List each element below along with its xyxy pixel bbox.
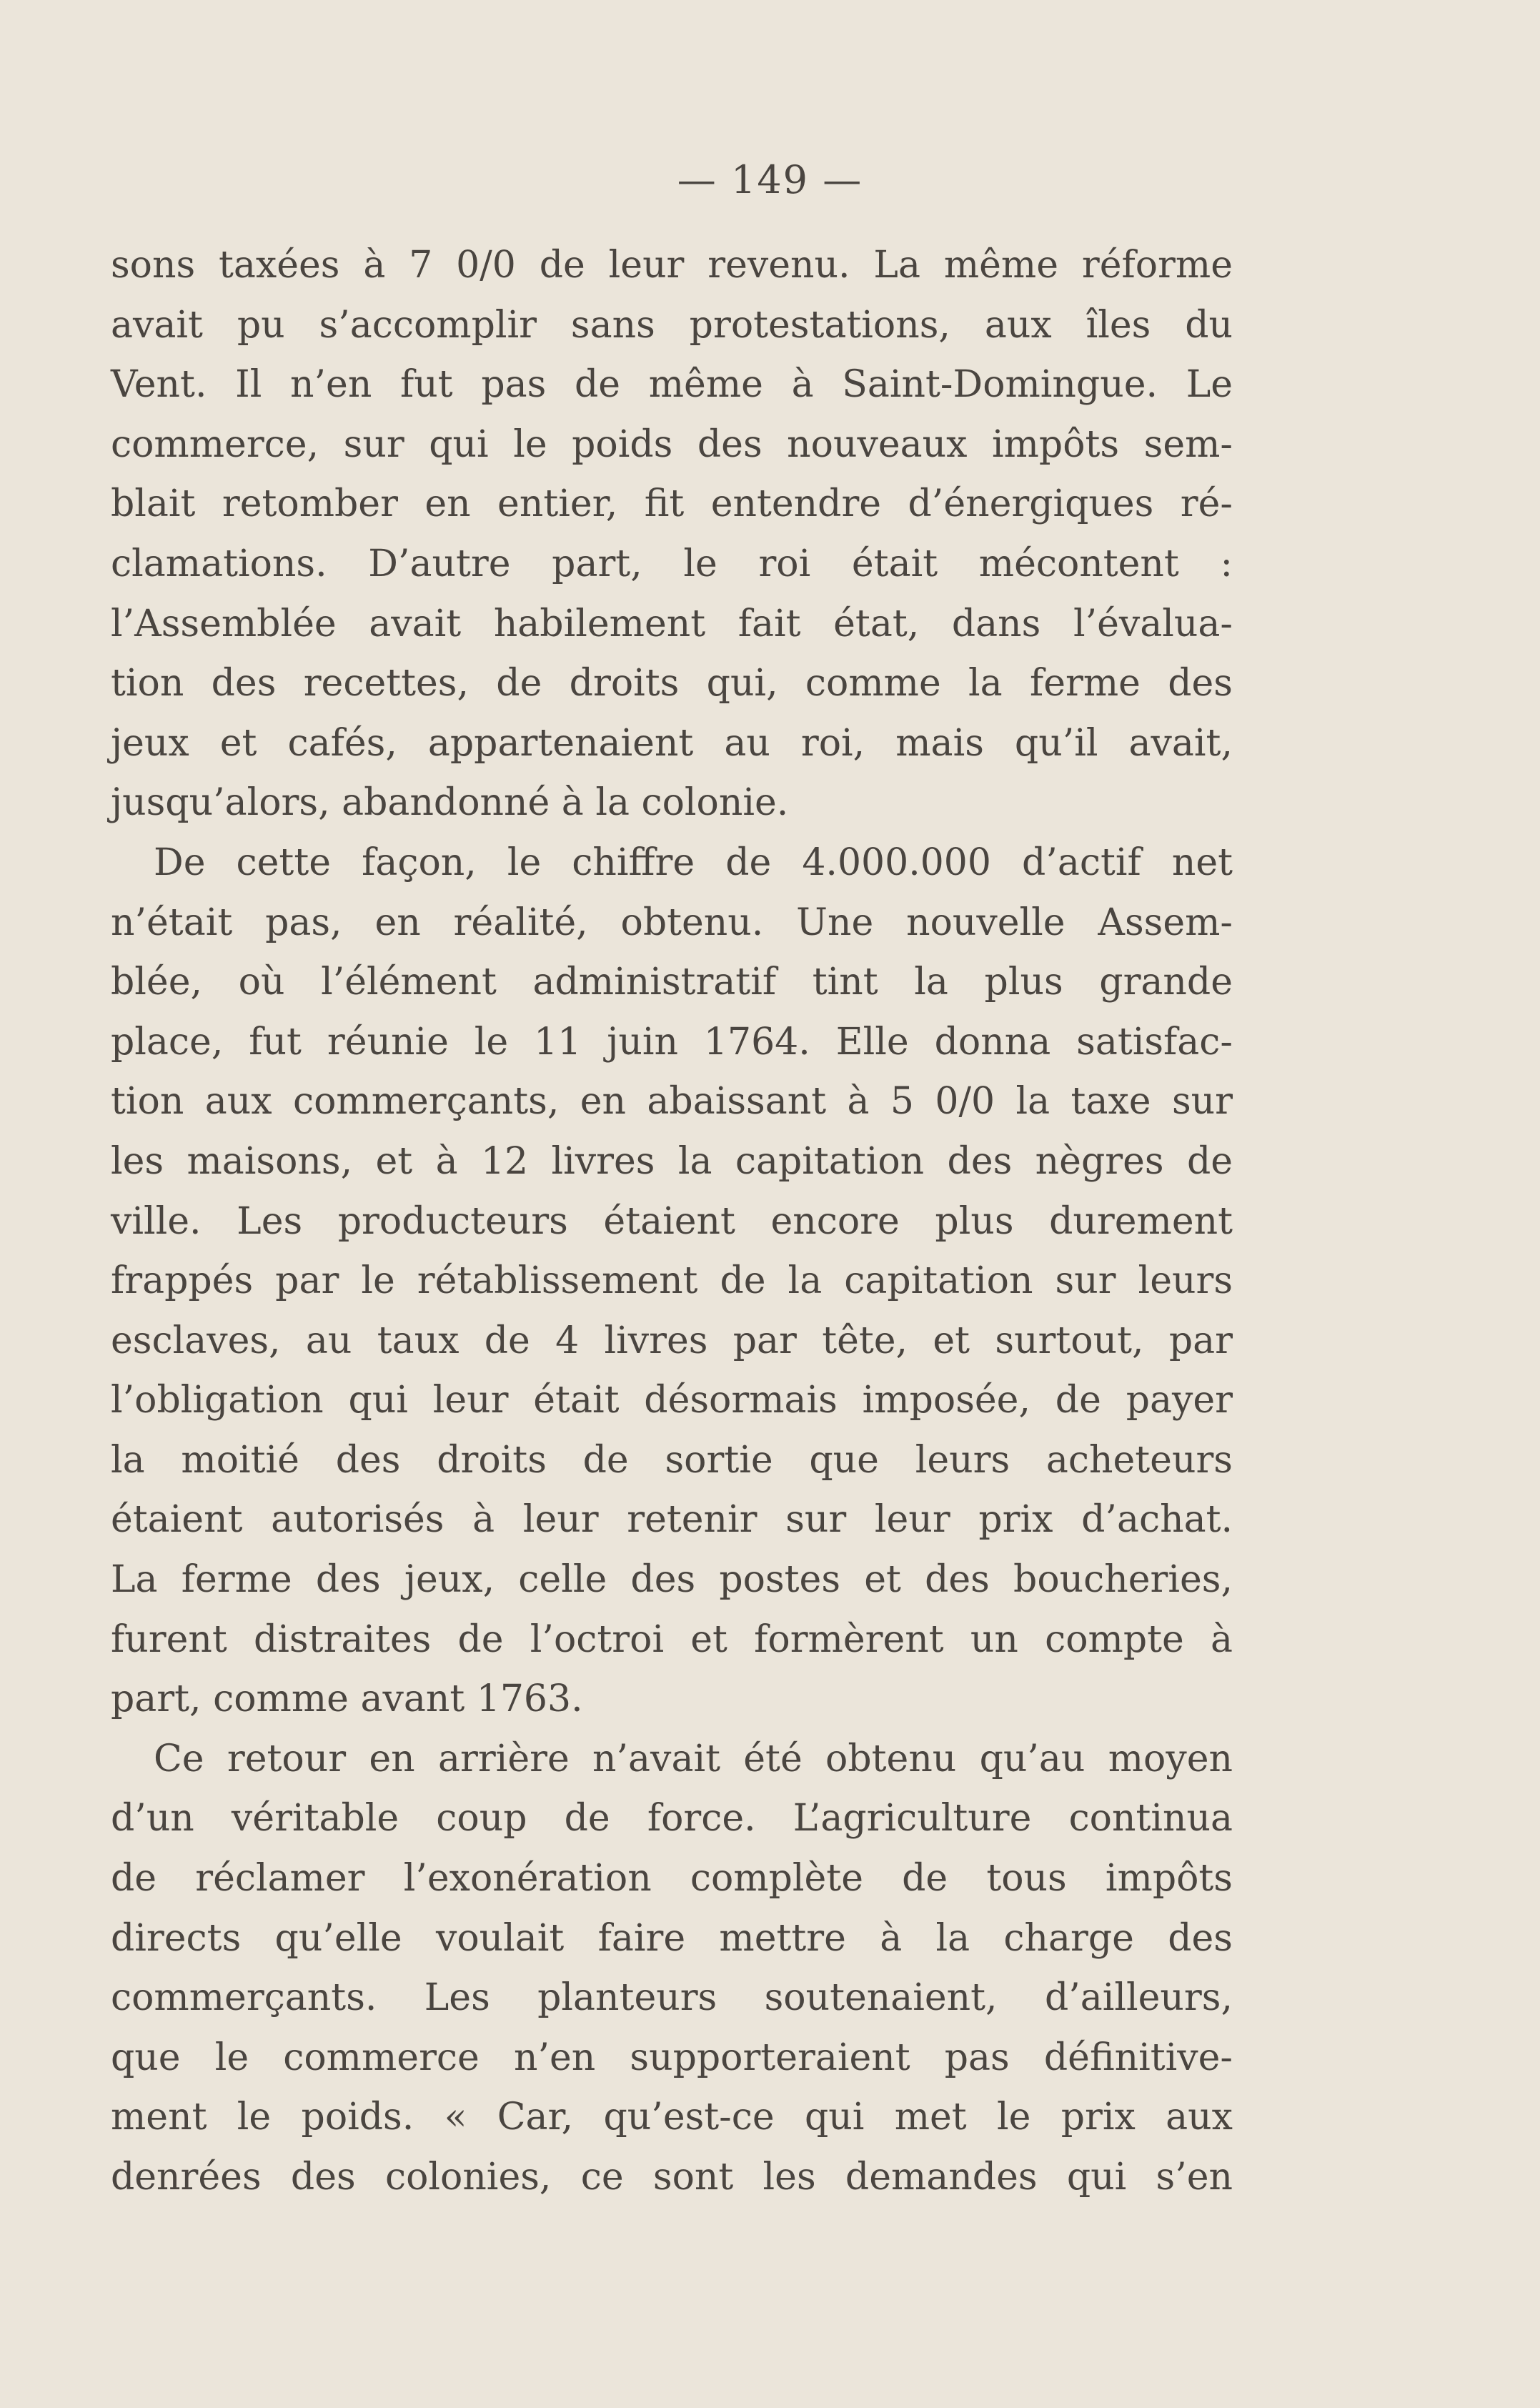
text-line: la moitié des droits de sortie que leurs acheteurs (111, 1438, 1233, 1482)
text-line: que le commerce n’en supporteraient pas définitive- (111, 2036, 1233, 2079)
text-line: part, comme avant 1763. (111, 1678, 583, 1721)
text-line: d’un véritable coup de force. L’agriculture continua (111, 1797, 1233, 1840)
text-line: tion des recettes, de droits qui, comme la ferme des (111, 662, 1233, 705)
text-line: esclaves, au taux de 4 livres par tête, et surtout, par (111, 1319, 1233, 1362)
text-line: de réclamer l’exonération complète de tous impôts (111, 1857, 1233, 1901)
text-line: commerçants. Les planteurs soutenaient, d’ailleurs, (111, 1976, 1233, 2020)
text-line: tion aux commerçants, en abaissant à 5 0/0 la taxe sur (111, 1080, 1233, 1124)
text-line: l’obligation qui leur était désormais imposée, de payer (111, 1379, 1233, 1422)
text-line: ville. Les producteurs étaient encore plus durement (111, 1199, 1233, 1243)
text-line: sons taxées à 7 0/0 de leur revenu. La même réforme (111, 244, 1233, 287)
page-number-header: — 149 — (677, 157, 863, 202)
text-line: n’était pas, en réalité, obtenu. Une nouvelle Assem- (111, 901, 1233, 944)
text-line: ment le poids. « Car, qu’est-ce qui met le prix aux (111, 2096, 1233, 2139)
text-line: clamations. D’autre part, le roi était mécontent : (111, 542, 1233, 585)
text-line: blait retomber en entier, fit entendre d’énergiques ré- (111, 482, 1233, 526)
text-line: frappés par le rétablissement de la capitation sur leurs (111, 1259, 1233, 1303)
text-line: directs qu’elle voulait faire mettre à la charge des (111, 1916, 1233, 1960)
text-line: étaient autorisés à leur retenir sur leur prix d’achat. (111, 1498, 1233, 1542)
text-line: commerce, sur qui le poids des nouveaux impôts sem- (111, 422, 1233, 466)
text-line: les maisons, et à 12 livres la capitation des nègres de (111, 1139, 1233, 1183)
text-line: De cette façon, le chiffre de 4.000.000 d’actif net (154, 841, 1233, 884)
text-line: l’Assemblée avait habilement fait état, dans l’évalua- (111, 602, 1233, 645)
text-line: avait pu s’accomplir sans protestations, aux îles du (111, 303, 1233, 347)
text-line: Vent. Il n’en fut pas de même à Saint-Domingue. Le (111, 363, 1233, 407)
text-line: La ferme des jeux, celle des postes et des boucheries, (111, 1558, 1233, 1602)
text-line: blée, où l’élément administratif tint la plus grande (111, 961, 1233, 1004)
text-line: jeux et cafés, appartenaient au roi, mais qu’il avait, (111, 721, 1233, 765)
text-line: Ce retour en arrière n’avait été obtenu qu’au moyen (154, 1737, 1233, 1780)
text-line: place, fut réunie le 11 juin 1764. Elle donna satisfac- (111, 1020, 1233, 1064)
text-line: denrées des colonies, ce sont les demandes qui s’en (111, 2156, 1233, 2199)
body-text (111, 236, 1233, 2208)
text-line: furent distraites de l’octroi et formèrent un compte à (111, 1617, 1233, 1661)
text-line: jusqu’alors, abandonné à la colonie. (111, 781, 789, 825)
